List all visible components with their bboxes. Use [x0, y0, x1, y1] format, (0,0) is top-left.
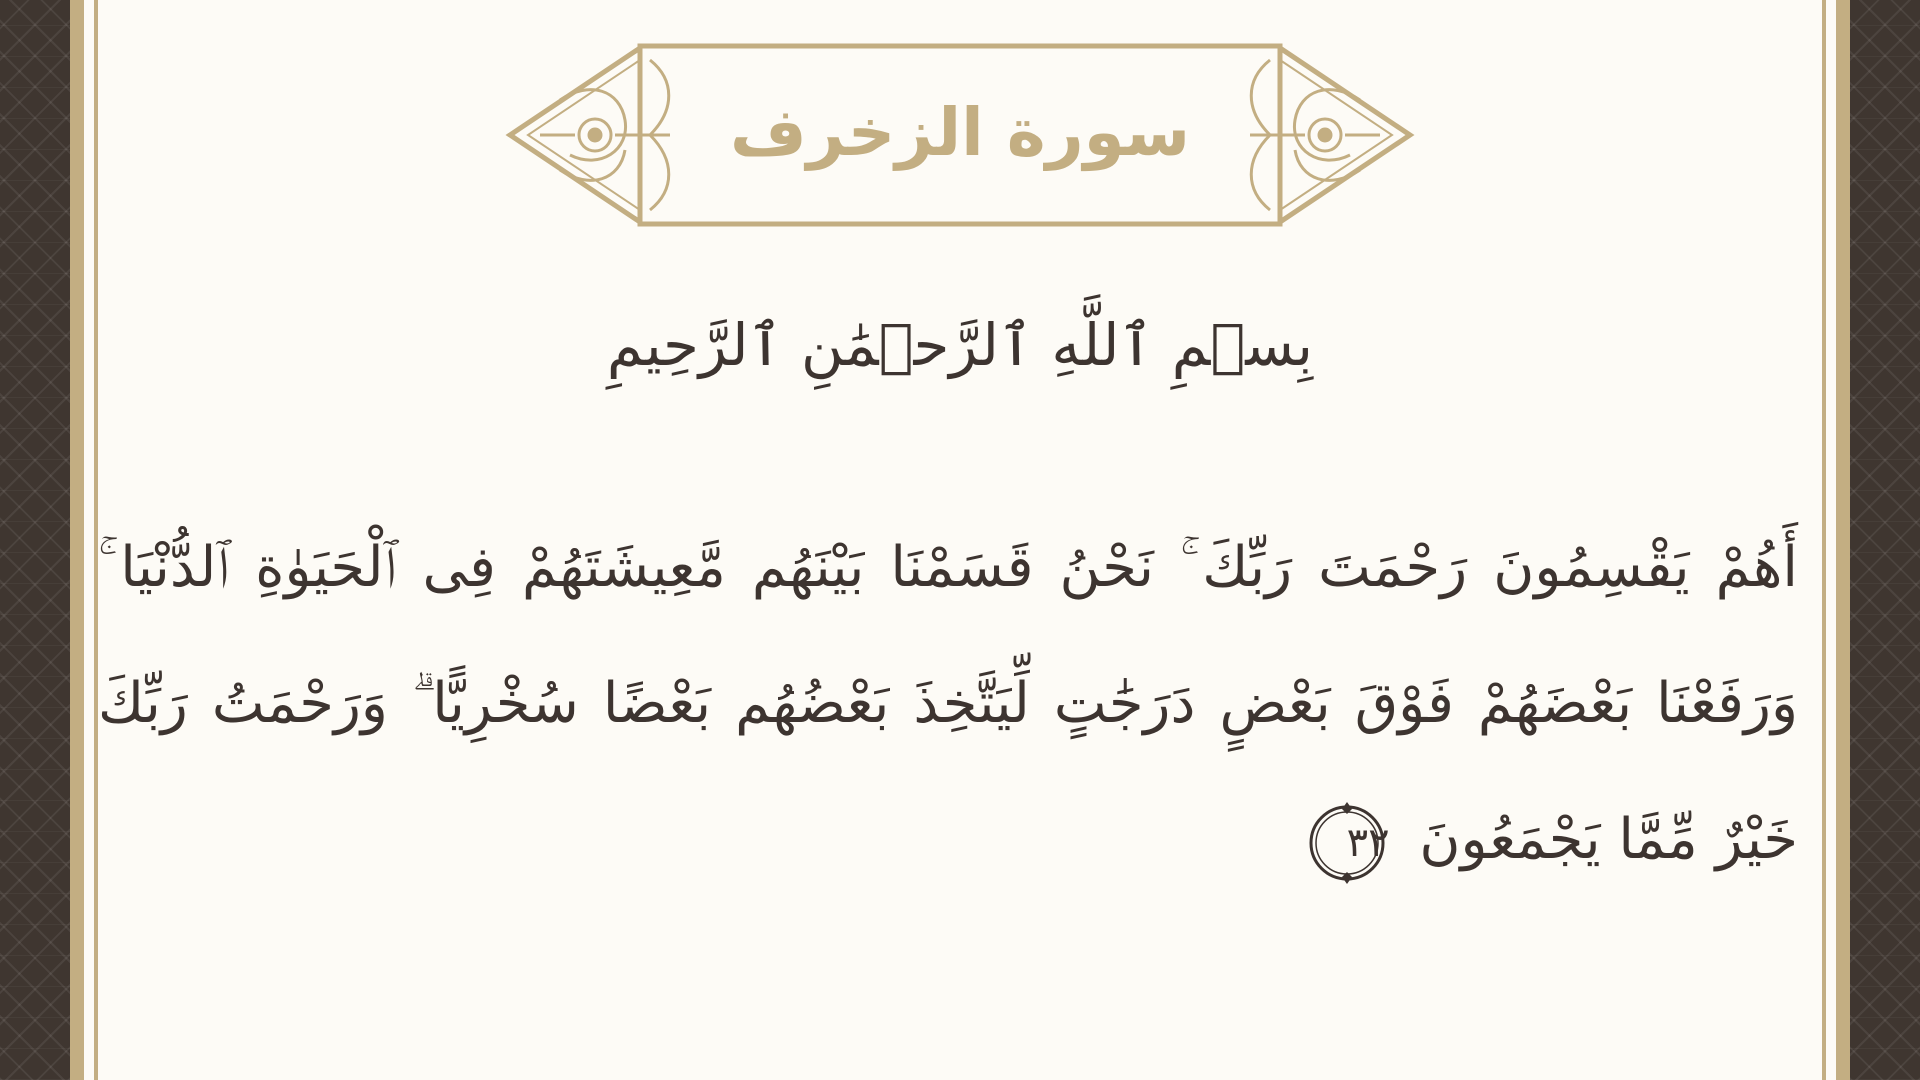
right-rule-gap	[1826, 0, 1836, 1080]
surah-header-cartouche	[500, 40, 1420, 230]
left-ornamental-border	[0, 0, 70, 1080]
surah-title: سورة الزخرف	[730, 94, 1190, 171]
right-gold-rule	[1836, 0, 1850, 1080]
basmala: بِسۡمِ ٱللَّهِ ٱلرَّحۡمَٰنِ ٱلرَّحِيمِ	[606, 311, 1314, 379]
right-ornamental-border	[1850, 0, 1920, 1080]
left-gold-rule	[70, 0, 84, 1080]
left-rule-gap	[84, 0, 94, 1080]
ayah-number-marker	[1304, 800, 1390, 886]
verse-text: أَهُمْ يَقْسِمُونَ رَحْمَتَ رَبِّكَ ۚ نَحْنُ قَسَمْنَا بَيْنَهُم مَّعِيشَتَهُمْ فِى ٱلْحَيَوٰةِ ٱلدُّنْيَا ۚ وَرَفَعْنَا بَعْضَهُمْ فَوْقَ بَعْضٍ دَرَجَٰتٍ لِّيَتَّخِذَ بَعْضُهُم بَعْضًا سُخْرِيًّا ۗ وَرَحْمَتُ رَبِّكَ خَيْرٌ مِّمَّا يَجْمَعُونَ	[98, 535, 1798, 872]
verse-block	[98, 500, 1798, 908]
ayah-number: ٣٢	[1346, 819, 1390, 866]
right-gold-rule-thin	[1822, 0, 1826, 1080]
